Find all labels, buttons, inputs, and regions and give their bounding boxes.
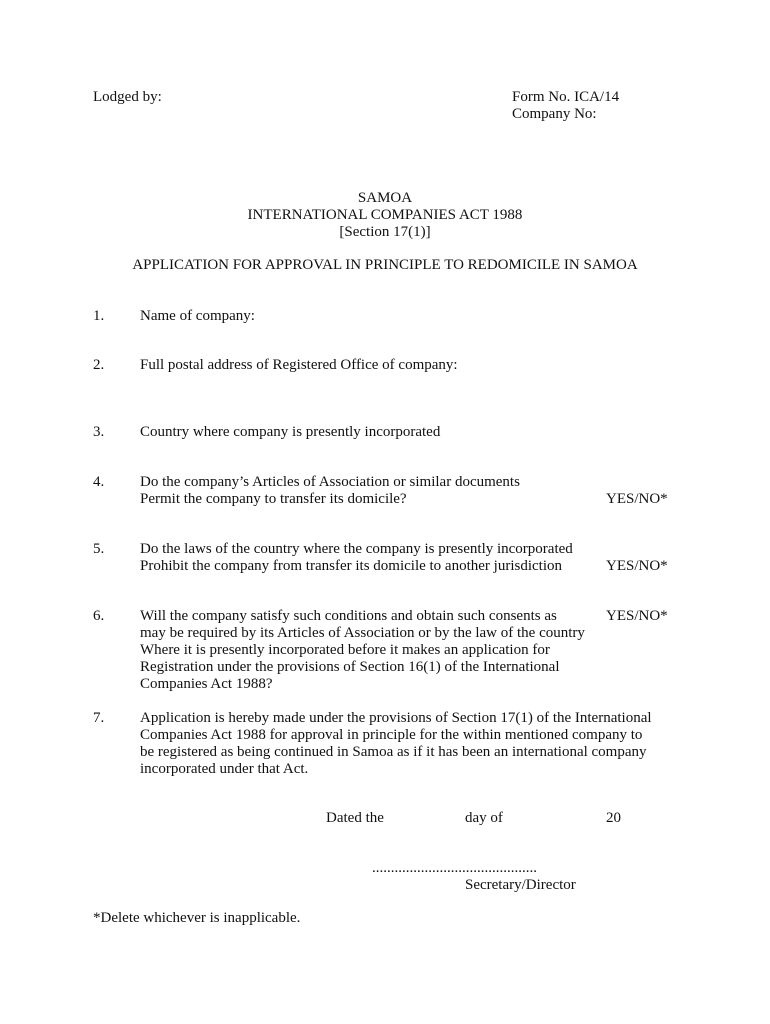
signature-line: ............................................ <box>372 860 537 876</box>
item-line: Companies Act 1988? <box>140 676 273 692</box>
dated-the-label: Dated the <box>326 810 384 826</box>
item-number: 6. <box>93 608 105 624</box>
year-prefix: 20 <box>606 810 621 826</box>
item-question <box>140 541 573 575</box>
item-number: 4. <box>93 474 105 490</box>
item-line: Do the company’s Articles of Association or similar documents <box>140 474 520 490</box>
item-number: 2. <box>93 357 105 373</box>
item-line: Registration under the provisions of Section 16(1) of the International <box>140 659 560 675</box>
country-title: SAMOA <box>357 190 413 206</box>
item-number: 3. <box>93 424 105 440</box>
item-line: Prohibit the company from transfer its domicile to another jurisdiction <box>140 558 562 574</box>
item-line: be registered as being continued in Samoa as if it has been an international company <box>140 744 647 760</box>
item-line: Companies Act 1988 for approval in principle for the within mentioned company to <box>140 727 643 743</box>
company-number-label: Company No: <box>512 106 597 122</box>
item-number: 5. <box>93 541 105 557</box>
item-number: 7. <box>93 710 105 726</box>
form-heading: APPLICATION FOR APPROVAL IN PRINCIPLE TO REDOMICILE IN SAMOA <box>132 257 638 273</box>
item-question <box>140 474 520 508</box>
footnote: *Delete whichever is inapplicable. <box>93 910 301 926</box>
item-line: Permit the company to transfer its domicile? <box>140 491 407 507</box>
item-line: may be required by its Articles of Association or by the law of the country <box>140 625 585 641</box>
form-number: Form No. ICA/14 <box>512 89 620 105</box>
item-line: Country where company is presently incorporated <box>140 424 441 440</box>
yes-no-answer: YES/NO* <box>606 608 668 624</box>
act-title: INTERNATIONAL COMPANIES ACT 1988 <box>247 207 523 223</box>
item-question <box>140 357 458 374</box>
item-line: Full postal address of Registered Office of company: <box>140 357 458 373</box>
item-question <box>140 424 440 441</box>
item-statement <box>140 710 652 778</box>
signature-label: Secretary/Director <box>465 877 576 893</box>
item-line: incorporated under that Act. <box>140 761 309 777</box>
yes-no-answer: YES/NO* <box>606 558 668 574</box>
section-reference: [Section 17(1)] <box>339 224 431 240</box>
yes-no-answer: YES/NO* <box>606 491 668 507</box>
item-line: Application is hereby made under the provisions of Section 17(1) of the International <box>140 710 652 726</box>
day-of-label: day of <box>465 810 503 826</box>
item-question <box>140 308 255 325</box>
item-line: Do the laws of the country where the company is presently incorporated <box>140 541 573 557</box>
item-line: Where it is presently incorporated before it makes an application for <box>140 642 550 658</box>
item-number: 1. <box>93 308 105 324</box>
lodged-by-label: Lodged by: <box>93 89 162 105</box>
item-line: Name of company: <box>140 308 255 324</box>
item-line: Will the company satisfy such conditions and obtain such consents as <box>140 608 557 624</box>
item-question <box>140 608 585 693</box>
